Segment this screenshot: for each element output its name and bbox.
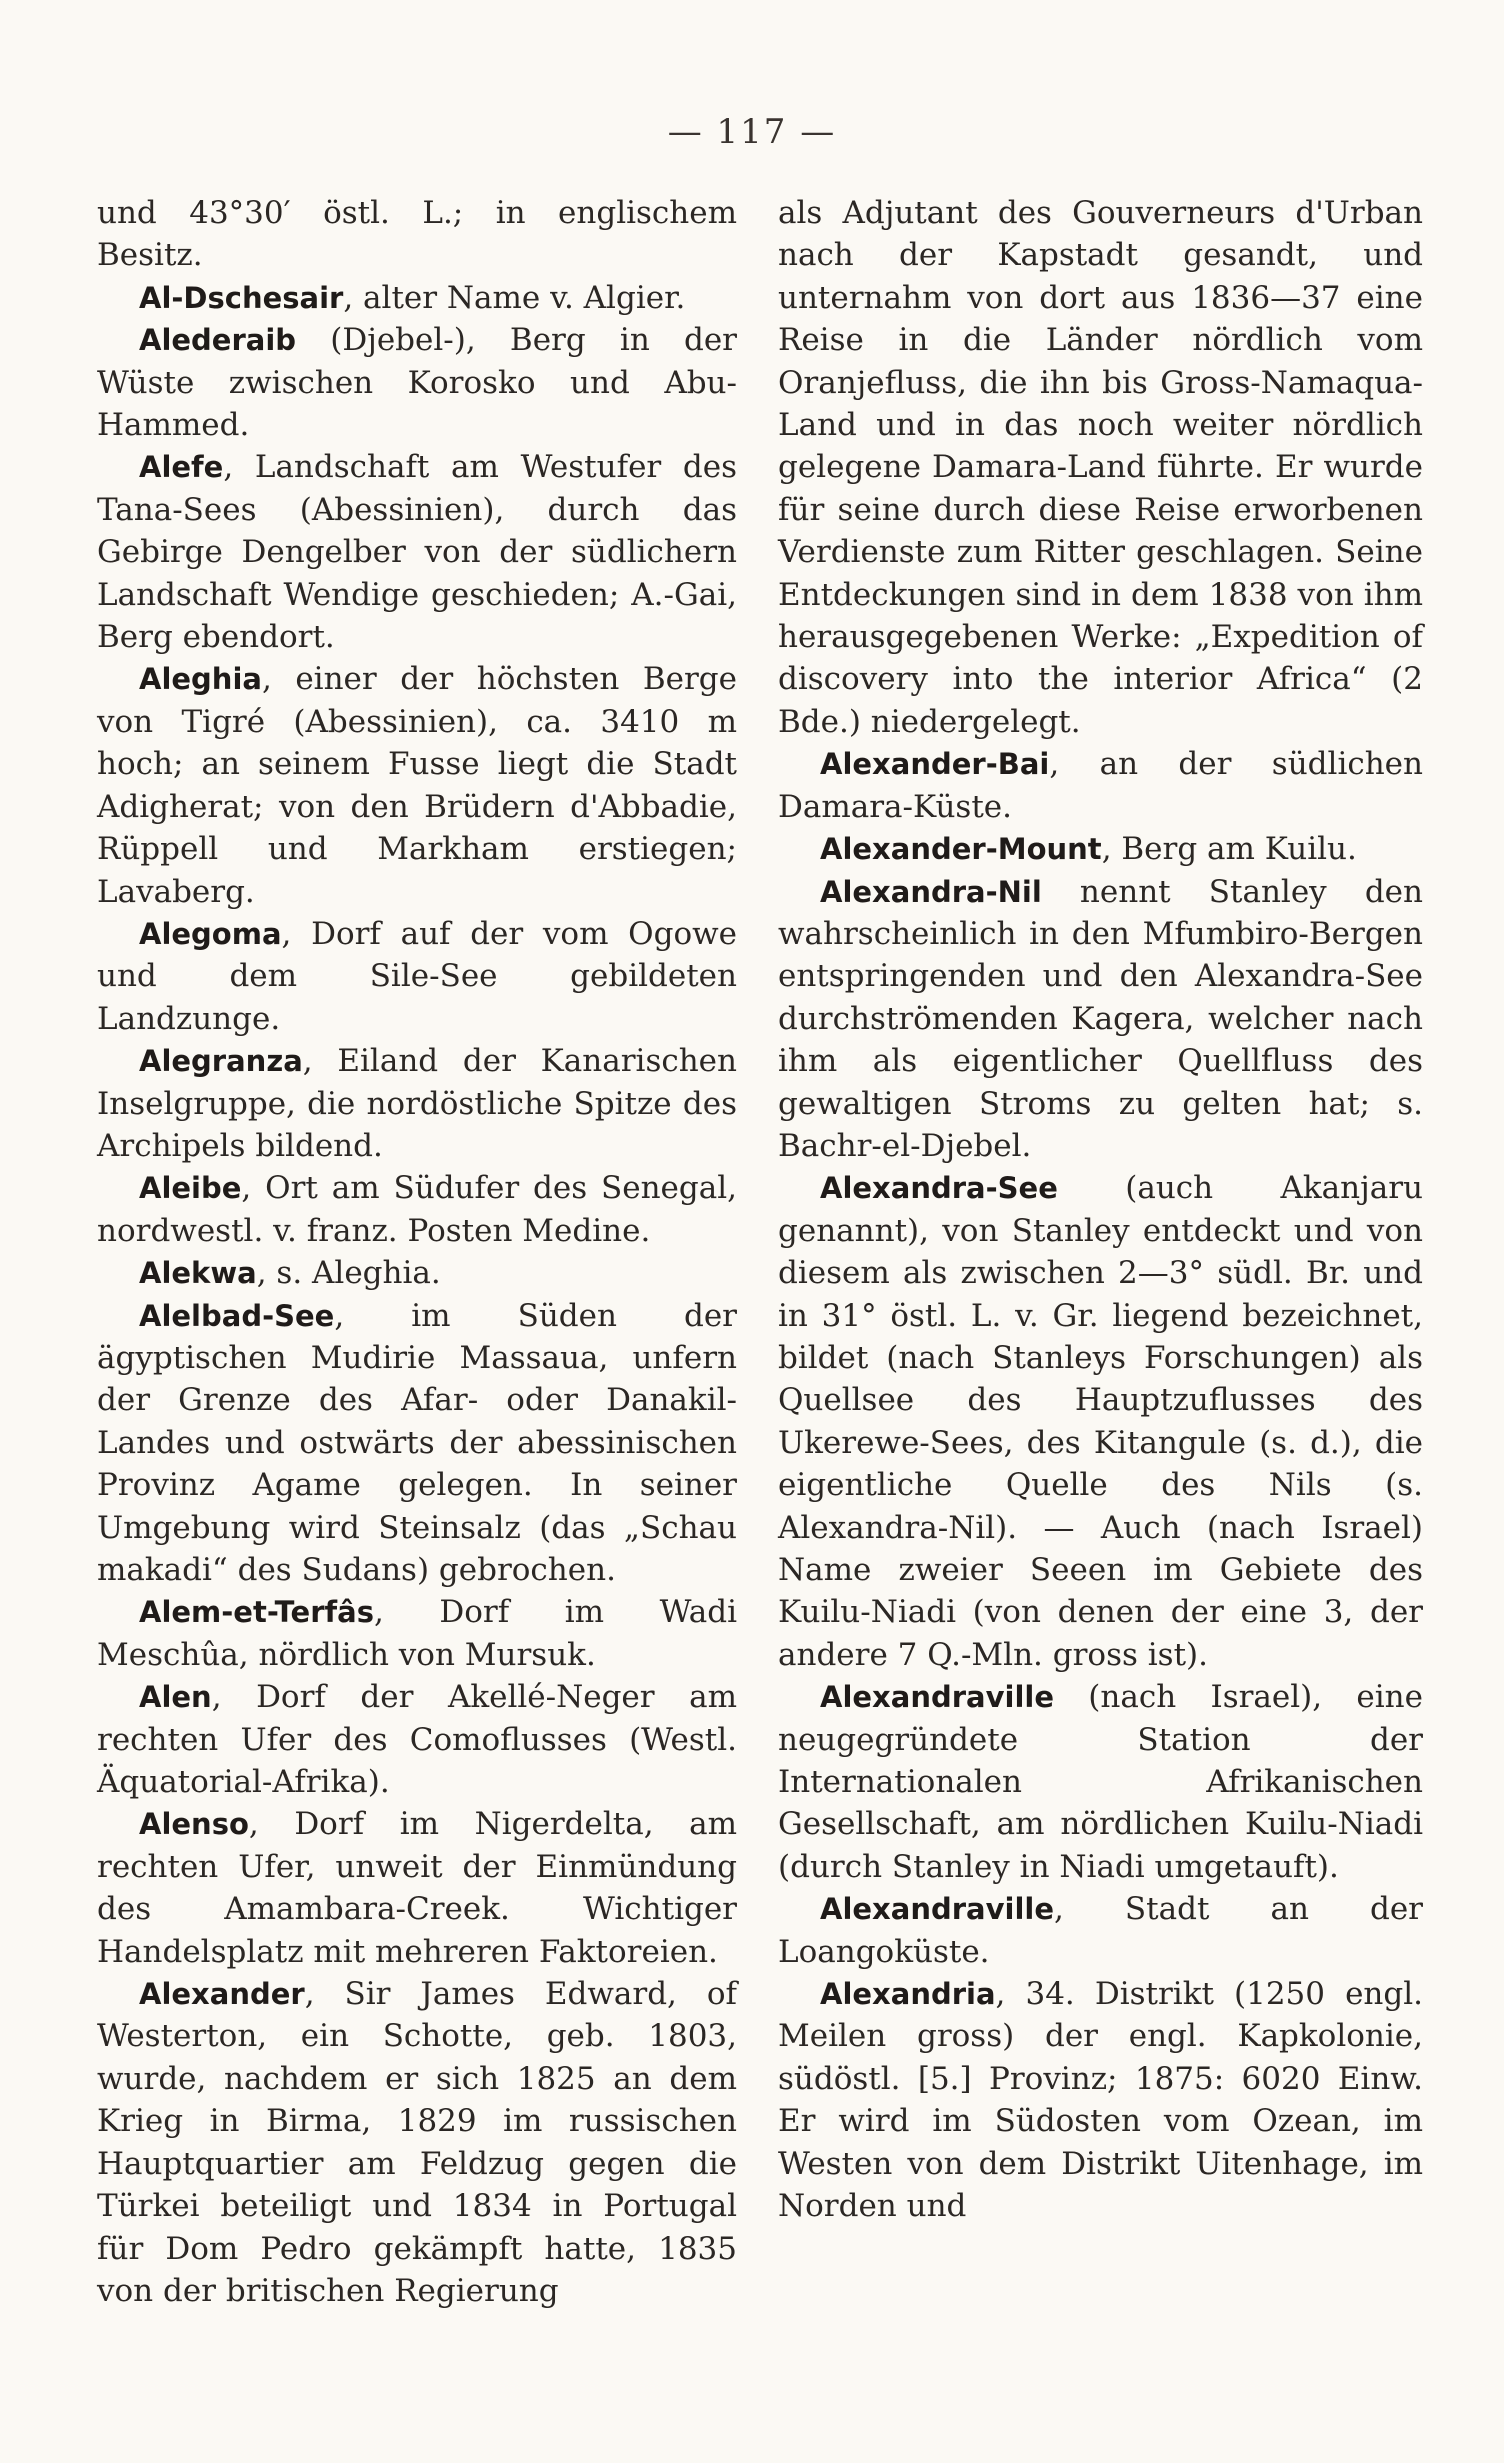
right-column — [778, 192, 1423, 2228]
entry — [97, 1167, 737, 1252]
entry — [97, 1252, 737, 1294]
left-column — [97, 192, 737, 2312]
entry-headword: Alexandraville — [820, 1892, 1054, 1927]
entry-headword: Alelbad-See — [139, 1298, 335, 1333]
entry-text: , Landschaft am Westufer des Tana-Sees (Abessinien), durch das Gebirge Dengelber von der südlichern Landschaft Wendige geschieden; A.-Gai, Berg ebendort. — [97, 449, 737, 656]
entry — [97, 1040, 737, 1167]
entry-text: (auch Akanjaru genannt), von Stanley entdeckt und von diesem als zwischen 2—3° südl. Br. und in 31° östl. L. v. Gr. liegend bezeichnet, bildet (nach Stanleys Forschungen) als Quellsee des Hauptzuflusses des Ukerewe-Sees, des Kitangule (s. d.), die eigentliche Quelle des Nils (s. Alexandra-Nil). — Auch (nach Israel) Name zweier Seeen im Gebiete des Kuilu-Niadi (von denen der eine 3, der andere 7 Q.-Mln. gross ist). — [778, 1170, 1423, 1673]
entry-headword: Aleghia — [139, 662, 262, 697]
entry-headword: Alexandra-See — [820, 1171, 1058, 1206]
entry-text: , an der südlichen Damara-Küste. — [778, 746, 1423, 825]
entry-headword: Alem-et-Terfâs — [139, 1595, 374, 1630]
entry-text: , Eiland der Kanarischen Inselgruppe, die nordöstliche Spitze des Archipels bildend. — [97, 1043, 737, 1164]
entry-text: , Dorf im Wadi Meschûa, nördlich von Mursuk. — [97, 1594, 737, 1673]
entry-headword: Al-Dschesair — [139, 280, 344, 315]
entry-text: , alter Name v. Algier. — [343, 279, 686, 316]
entry-text: , Dorf im Nigerdelta, am rechten Ufer, unweit der Einmündung des Amambara-Creek. Wichtiger Handelsplatz mit mehreren Faktoreien. — [97, 1806, 737, 1970]
entry — [778, 1167, 1423, 1676]
entry-headword: Alefe — [139, 450, 224, 485]
entry-text: , Ort am Südufer des Senegal, nordwestl. v. franz. Posten Medine. — [97, 1170, 737, 1249]
entry — [778, 743, 1423, 828]
entry-headword: Alexandraville — [820, 1680, 1054, 1715]
entry-text: (Djebel-), Berg in der Wüste zwischen Korosko und Abu-Hammed. — [97, 322, 737, 444]
entry-text: , Berg am Kuilu. — [1101, 831, 1357, 868]
entry — [97, 1973, 737, 2312]
entry — [97, 1676, 737, 1803]
entry-text: , Sir James Edward, of Westerton, ein Schotte, geb. 1803, wurde, nachdem er sich 1825 an dem Krieg in Birma, 1829 im russischen Hauptquartier am Feldzug gegen die Türkei beteiligt und 1834 in Portugal für Dom Pedro gekämpft hatte, 1835 von der britischen Regierung — [97, 1976, 737, 2309]
entry-text: , im Süden der ägyptischen Mudirie Massaua, unfern der Grenze des Afar- oder Danakil-Landes und ostwärts der abessinischen Provinz Agame gelegen. In seiner Umgebung wird Steinsalz (das „Schau makadi“ des Sudans) gebrochen. — [97, 1297, 737, 1588]
entry-text: als Adjutant des Gouverneurs d'Urban nach der Kapstadt gesandt, und unternahm von dort aus 1836—37 eine Reise in die Länder nördlich vom Oranjefluss, die ihn bis Gross-Namaqua-Land und in das noch weiter nördlich gelegene Damara-Land führte. Er wurde für seine durch diese Reise erworbenen Verdienste zum Ritter geschlagen. Seine Entdeckungen sind in dem 1838 von ihm herausgegebenen Werke: „Expedition of discovery into the interior Africa“ (2 Bde.) niedergelegt. — [778, 195, 1423, 740]
entry-text: , Stadt an der Loangoküste. — [778, 1891, 1423, 1970]
entry — [97, 446, 737, 658]
entry — [97, 192, 737, 277]
entry-headword: Alenso — [139, 1807, 249, 1842]
entry-text: , Dorf auf der vom Ogowe und dem Sile-See gebildeten Landzunge. — [97, 915, 737, 1037]
entry — [778, 192, 1423, 743]
entry — [778, 828, 1423, 870]
entry — [97, 1295, 737, 1592]
entry-headword: Alegranza — [139, 1044, 303, 1079]
entry-headword: Alekwa — [139, 1256, 257, 1291]
entry — [778, 871, 1423, 1168]
page-number: — 117 — — [667, 112, 837, 152]
entry-text: und 43°30′ östl. L.; in englischem Besitz. — [97, 195, 737, 274]
entry-text: , Dorf der Akellé-Neger am rechten Ufer des Comoflusses (Westl. Äquatorial-Afrika). — [97, 1679, 737, 1801]
entry-text: , 34. Distrikt (1250 engl. Meilen gross) der engl. Kapkolonie, südöstl. [5.] Provinz; 1875: 6020 Einw. Er wird im Südosten vom Ozean, im Westen von dem Distrikt Uitenhage, im Norden und — [778, 1976, 1423, 2225]
entry — [97, 1591, 737, 1676]
entry-headword: Alexandria — [820, 1977, 996, 2012]
entry-text: , einer der höchsten Berge von Tigré (Abessinien), ca. 3410 m hoch; an seinem Fusse liegt die Stadt Adigherat; von den Brüdern d'Abbadie, Rüppell und Markham erstiegen; Lavaberg. — [97, 661, 737, 910]
entry-headword: Alen — [139, 1680, 212, 1715]
entry-headword: Alexander-Bai — [820, 747, 1050, 782]
entry — [778, 1973, 1423, 2227]
entry-text: , s. Aleghia. — [256, 1255, 441, 1292]
entry-headword: Alexander-Mount — [820, 832, 1102, 867]
entry-text: nennt Stanley den wahrscheinlich in den Mfumbiro-Bergen entspringenden und den Alexandra-See durchströmenden Kagera, welcher nach ihm als eigentlicher Quellfluss des gewaltigen Stroms zu gelten hat; s. Bachr-el-Djebel. — [778, 873, 1423, 1164]
entry — [97, 319, 737, 446]
entry-headword: Alexandra-Nil — [820, 874, 1042, 909]
entry-headword: Alederaib — [139, 323, 297, 358]
entry — [97, 658, 737, 912]
entry-headword: Aleibe — [139, 1171, 242, 1206]
entry-text: (nach Israel), eine neugegründete Station der Internationalen Afrikanischen Gesellschaft, am nördlichen Kuilu-Niadi (durch Stanley in Niadi umgetauft). — [778, 1679, 1423, 1885]
entry-headword: Alexander — [139, 1977, 305, 2012]
entry — [778, 1888, 1423, 1973]
entry — [97, 913, 737, 1040]
entry — [778, 1676, 1423, 1888]
entry-headword: Alegoma — [139, 916, 282, 951]
entry — [97, 277, 737, 319]
entry — [97, 1803, 737, 1973]
